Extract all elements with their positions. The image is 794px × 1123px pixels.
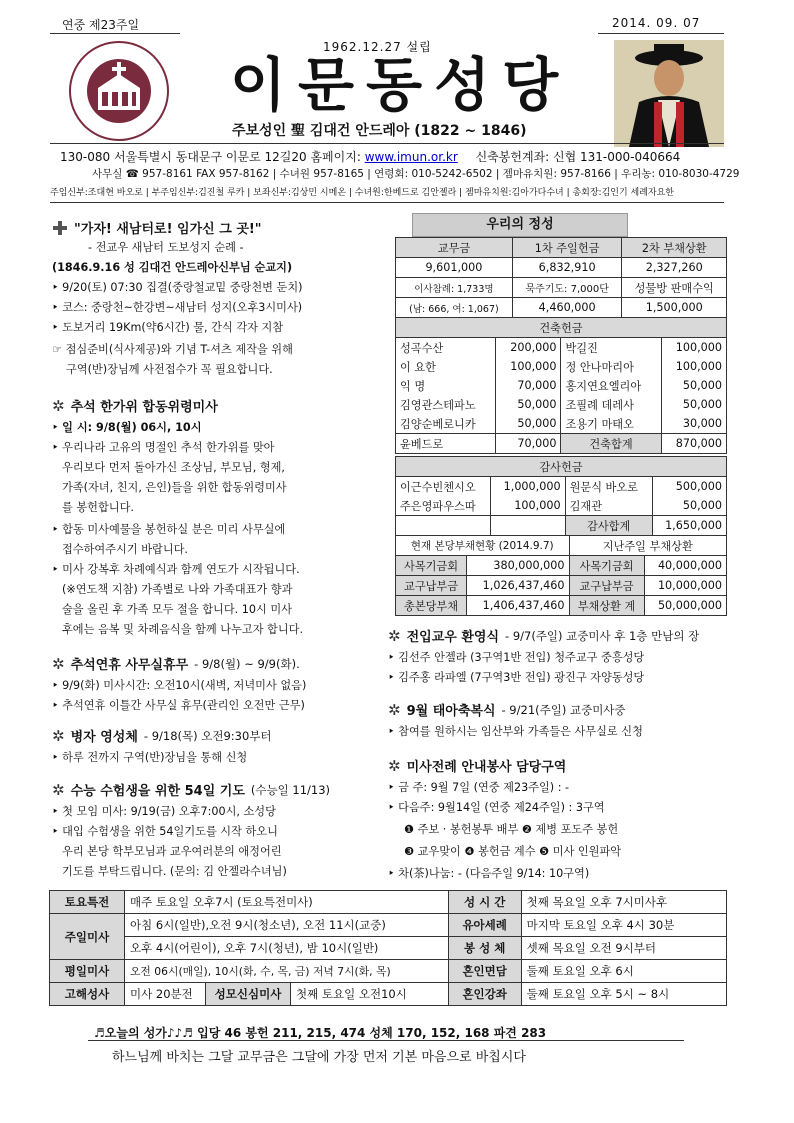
divider — [50, 202, 724, 203]
list-item: ‣ 하루 전까지 구역(반)장님을 통해 신청 — [52, 751, 248, 764]
list-item: ‣ 다음주: 9월14일 (연중 제24주일) : 3구역 — [388, 801, 605, 814]
sick-communion-heading: ✲ 병자 영성체 - 9/18(목) 오전9:30부터 — [52, 726, 272, 745]
table-heading: 현재 본당부채현황 (2014.9.7) — [396, 536, 570, 556]
table-cell: 유아세례 — [448, 914, 521, 937]
table-cell: 70,000 — [496, 434, 561, 454]
table-cell: 100,000 — [491, 496, 565, 516]
list-item: ‣ 코스: 중랑천~한강변~새남터 성지(오후3시미사) — [52, 301, 303, 314]
table-cell: 200,000 — [496, 338, 561, 358]
table-cell: 미사 20분전 — [125, 983, 206, 1006]
list-item: 접수하여주시기 바랍니다. — [62, 543, 188, 556]
table-cell: 둘째 토요일 오후 5시 ~ 8시 — [521, 983, 726, 1006]
table-cell: 50,000 — [652, 496, 726, 516]
table-cell: 30,000 — [661, 414, 726, 434]
pilgrimage-heading — [52, 218, 262, 237]
table-cell: 박길진 — [561, 338, 661, 358]
list-item: 술을 올린 후 가족 모두 절을 합니다. 10시 미사 — [62, 603, 292, 616]
table-cell: 1차 주일헌금 — [512, 238, 622, 258]
list-item: ❶ 주보 · 봉헌봉투 배부 ❷ 제병 포도주 봉헌 — [404, 823, 619, 836]
table-cell: 혼인강좌 — [448, 983, 521, 1006]
table-cell: (남: 666, 여: 1,067) — [396, 298, 513, 318]
liturgy-duty-heading: ✲ 미사전례 안내봉사 담당구역 — [388, 756, 567, 775]
saint-portrait — [614, 40, 724, 147]
list-item: ❸ 교우맞이 ❹ 봉헌금 계수 ❺ 미사 인원파악 — [404, 845, 622, 858]
fetal-blessing-heading: ✲ 9월 태아축복식 - 9/21(주일) 교중미사중 — [388, 700, 626, 719]
table-cell: 매주 토요일 오후7시 (토요특전미사) — [125, 891, 449, 914]
table-cell: 홍지연요엘리아 — [561, 376, 661, 395]
list-item: ‣ 김선주 안젤라 (3구역1반 전입) 청주교구 중흥성당 — [388, 651, 645, 664]
exam-prayer-heading: ✲ 수능 수험생을 위한 54일 기도 (수능일 11/13) — [52, 780, 331, 799]
table-cell: 100,000 — [661, 357, 726, 376]
table-cell: 혼인면담 — [448, 960, 521, 983]
table-cell: 사목기금회 — [396, 556, 467, 576]
table-heading: 건축헌금 — [396, 318, 727, 338]
table-cell: 사목기금회 — [569, 556, 644, 576]
table-cell: 아침 6시(일반),오전 9시(청소년), 오전 11시(교중) — [125, 914, 449, 937]
table-cell: 첫째 목요일 오후 7시미사후 — [521, 891, 726, 914]
table-cell: 교무금 — [396, 238, 513, 258]
table-cell: 감사합계 — [565, 516, 652, 536]
table-cell: 교구납부금 — [396, 576, 467, 596]
table-cell: 6,832,910 — [512, 258, 622, 278]
list-item: 가족(자녀, 친지, 은인)들을 위한 합동위령미사 — [62, 481, 287, 494]
table-cell: 성 시 간 — [448, 891, 521, 914]
list-item: 후에는 음복 및 차례음식을 함께 나누고자 합니다. — [62, 623, 304, 636]
welcome-heading: ✲ 전입교우 환영식 - 9/7(주일) 교중미사 후 1층 만남의 장 — [388, 626, 700, 645]
sincerity-banner: 우리의 정성 — [412, 213, 628, 237]
table-cell: 김영관스테파노 — [396, 395, 496, 414]
offering-table — [395, 237, 727, 318]
table-cell: 오후 4시(어린이), 오후 7시(청년), 밤 10시(일반) — [125, 937, 449, 960]
list-item: 를 봉헌합니다. — [62, 501, 134, 514]
table-cell: 건축합계 — [561, 434, 661, 454]
table-cell: 50,000 — [496, 414, 561, 434]
list-item: ‣ 차(茶)나눔: - (다음주일 9/14: 10구역) — [388, 867, 590, 880]
list-item: ‣ 김주홍 라파엘 (7구역3반 전입) 광진구 자양동성당 — [388, 671, 645, 684]
list-item: ‣ 9/9(화) 미사시간: 오전10시(새벽, 저녁미사 없음) — [52, 679, 307, 692]
table-cell: 주은영파우스따 — [396, 496, 491, 516]
table-cell: 380,000,000 — [467, 556, 569, 576]
homepage-link[interactable]: www.imun.or.kr — [364, 150, 458, 164]
table-cell: 10,000,000 — [644, 576, 726, 596]
burst-icon: ✲ — [388, 700, 401, 719]
table-cell: 1,000,000 — [491, 477, 565, 497]
list-item: ‣ 미사 강복후 차례예식과 함께 연도가 시작됩니다. — [52, 563, 300, 576]
table-cell: 500,000 — [652, 477, 726, 497]
parish-seal — [68, 40, 170, 142]
table-cell: 평일미사 — [50, 960, 125, 983]
burst-icon: ✲ — [52, 780, 65, 799]
table-cell: 4,460,000 — [512, 298, 622, 318]
list-item: ‣ 참여를 원하시는 임산부와 가족들은 사무실로 신청 — [388, 725, 643, 738]
address-line — [60, 148, 680, 165]
hymn-line — [94, 1024, 546, 1041]
music-note-icon: ♬ — [94, 1026, 105, 1040]
founded-date: 1962.12.27 설립 — [323, 40, 432, 54]
address: 130-080 서울특별시 동대문구 이문로 12길20 홈페이지: — [60, 150, 361, 164]
staff-line: 주임신부:조대현 바오로 | 부주임신부:김진철 루카 | 보좌신부:김상민 시메온 | 수녀원:한베드로 김안젤라 | 젬마유치원:김아가다수녀 | 총회장:김인기 세례자요한 — [50, 188, 674, 198]
memorial-mass-heading: ✲ 추석 한가위 합동위령미사 — [52, 396, 218, 415]
table-cell: 50,000 — [496, 395, 561, 414]
table-cell: 1,650,000 — [652, 516, 726, 536]
table-cell: 오전 06시(매일), 10시(화, 수, 목, 금) 저녁 7시(화, 목) — [125, 960, 449, 983]
table-cell: 50,000 — [661, 376, 726, 395]
office-closed-heading: ✲ 추석연휴 사무실휴무 - 9/8(월) ~ 9/9(화). — [52, 654, 300, 673]
pilgrimage-subtitle: - 전교우 새남터 도보성지 순례 - — [88, 241, 244, 254]
table-cell: 이 요한 — [396, 357, 496, 376]
table-cell: 윤베드로 — [396, 434, 496, 454]
table-cell: 정 안나마리아 — [561, 357, 661, 376]
list-item: ‣ 9/20(토) 07:30 집결(중랑철교밑 중랑천변 둔치) — [52, 281, 303, 294]
list-item: ‣ 일 시: 9/8(월) 06시, 10시 — [52, 421, 202, 434]
list-item: ‣ 대입 수험생을 위한 54일기도를 시작 하오니 — [52, 825, 278, 838]
issue-date: 2014. 09. 07 — [612, 16, 701, 30]
table-heading: 감사헌금 — [396, 457, 727, 477]
table-cell: 1,406,437,460 — [467, 596, 569, 616]
table-cell: 100,000 — [661, 338, 726, 358]
table-cell: 50,000 — [661, 395, 726, 414]
table-cell — [396, 516, 491, 536]
list-item: 우리보다 먼저 돌아가신 조상님, 부모님, 형제, — [62, 461, 285, 474]
burst-icon: ✲ — [52, 396, 65, 415]
table-cell: 토요특전 — [50, 891, 125, 914]
table-cell: 9,601,000 — [396, 258, 513, 278]
bank-account: 신축봉헌계좌: 신협 131-000-040664 — [475, 150, 681, 164]
list-item: 구역(반)장님께 사전접수가 꼭 필요합니다. — [66, 363, 273, 376]
pilgrimage-title: "가자! 새남터로! 임가신 그 곳!" — [74, 222, 262, 237]
list-item: ‣ 도보거리 19Km(약6시간) 물, 간식 각자 지참 — [52, 321, 284, 334]
table-cell: 870,000 — [661, 434, 726, 454]
pointing-hand-icon: ☞ — [52, 343, 63, 356]
burst-icon: ✲ — [388, 756, 401, 775]
table-cell: 성물방 판매수익 — [622, 278, 727, 298]
table-cell: 고해성사 — [50, 983, 125, 1006]
table-cell: 2차 부채상환 — [622, 238, 727, 258]
list-item: (※연도책 지참) 가족별로 나와 가족대표가 향과 — [62, 583, 293, 596]
table-cell: 둘째 토요일 오후 6시 — [521, 960, 726, 983]
list-item: ‣ 추석연휴 이틀간 사무실 휴무(관리인 오전만 근무) — [52, 699, 305, 712]
divider — [50, 33, 180, 34]
table-cell: 2,327,260 — [622, 258, 727, 278]
table-cell: 김재관 — [565, 496, 652, 516]
table-cell: 마지막 토요일 오후 4시 30분 — [521, 914, 726, 937]
pilgrimage-subtitle2: (1846.9.16 성 김대건 안드레아신부님 순교지) — [52, 261, 293, 274]
table-cell: 조필례 데레사 — [561, 395, 661, 414]
divider — [88, 1040, 684, 1041]
list-item: ‣ 합동 미사예물을 봉헌하실 분은 미리 사무실에 — [52, 523, 286, 536]
thanks-fund-table — [395, 456, 727, 536]
burst-icon: ✲ — [388, 626, 401, 645]
table-cell: 봉 성 체 — [448, 937, 521, 960]
debt-table — [395, 535, 727, 616]
offering-motto: 하느님께 바치는 그달 교무금은 그달에 가장 먼저 기본 마음으로 바칩시다 — [112, 1050, 526, 1065]
table-cell: 익 명 — [396, 376, 496, 395]
table-cell: 첫째 토요일 오전10시 — [291, 983, 449, 1006]
table-cell: 이사참례: 1,733명 — [396, 278, 513, 298]
building-fund-table — [395, 317, 727, 454]
divider — [50, 143, 724, 144]
table-cell: 성곡수산 — [396, 338, 496, 358]
table-cell: 이근수빈첸시오 — [396, 477, 491, 497]
list-item: ‣ 우리나라 고유의 명절인 추석 한가위를 맞아 — [52, 441, 275, 454]
table-cell: 50,000,000 — [644, 596, 726, 616]
table-cell: 1,026,437,460 — [467, 576, 569, 596]
parish-title: 이문동성당 — [230, 51, 571, 119]
schedule-table — [49, 890, 727, 1006]
table-cell: 교구납부금 — [569, 576, 644, 596]
table-cell: 40,000,000 — [644, 556, 726, 576]
table-cell: 김양순베로니카 — [396, 414, 496, 434]
table-cell: 주일미사 — [50, 914, 125, 960]
list-item: ‣ 금 주: 9월 7일 (연중 제23주일) : - — [388, 781, 570, 794]
table-cell: 원문식 바오로 — [565, 477, 652, 497]
divider — [598, 33, 724, 34]
hymn-numbers: 오늘의 성가♪♪♬ 입당 46 봉헌 211, 215, 474 성체 170, 152, 168 파견 283 — [104, 1026, 547, 1040]
list-item: 우리 본당 학부모님과 교우여러분의 애정어린 — [62, 845, 282, 858]
table-cell: 1,500,000 — [622, 298, 727, 318]
table-cell: 성모신심미사 — [206, 983, 291, 1006]
list-item: ‣ 첫 모임 미사: 9/19(금) 오후7:00시, 소성당 — [52, 805, 276, 818]
patron-saint: 주보성인 聖 김대건 안드레아 (1822 ~ 1846) — [232, 123, 527, 139]
table-heading: 지난주일 부채상환 — [569, 536, 726, 556]
issue-label: 연중 제23주일 — [62, 18, 140, 32]
table-cell: 100,000 — [496, 357, 561, 376]
table-cell — [491, 516, 565, 536]
burst-icon: ✲ — [52, 726, 65, 745]
list-item: ☞ 점심준비(식사제공)와 기념 T-셔츠 제작을 위해 — [52, 343, 293, 356]
table-cell: 조용기 마태오 — [561, 414, 661, 434]
cross-icon — [52, 220, 68, 236]
table-cell: 묵주기도: 7,000단 — [512, 278, 622, 298]
contact-line: 사무실 ☎ 957-8161 FAX 957-8162 | 수녀원 957-8165 | 연령회: 010-5242-6502 | 젬마유치원: 957-8166 | 우리농: 010-8030-4729 — [92, 168, 740, 180]
table-cell: 셋째 목요일 오전 9시부터 — [521, 937, 726, 960]
table-cell: 부채상환 계 — [569, 596, 644, 616]
table-cell: 70,000 — [496, 376, 561, 395]
burst-icon: ✲ — [52, 654, 65, 673]
table-cell: 총본당부채 — [396, 596, 467, 616]
list-item: 기도를 부탁드립니다. (문의: 김 안젤라수녀님) — [62, 865, 287, 878]
